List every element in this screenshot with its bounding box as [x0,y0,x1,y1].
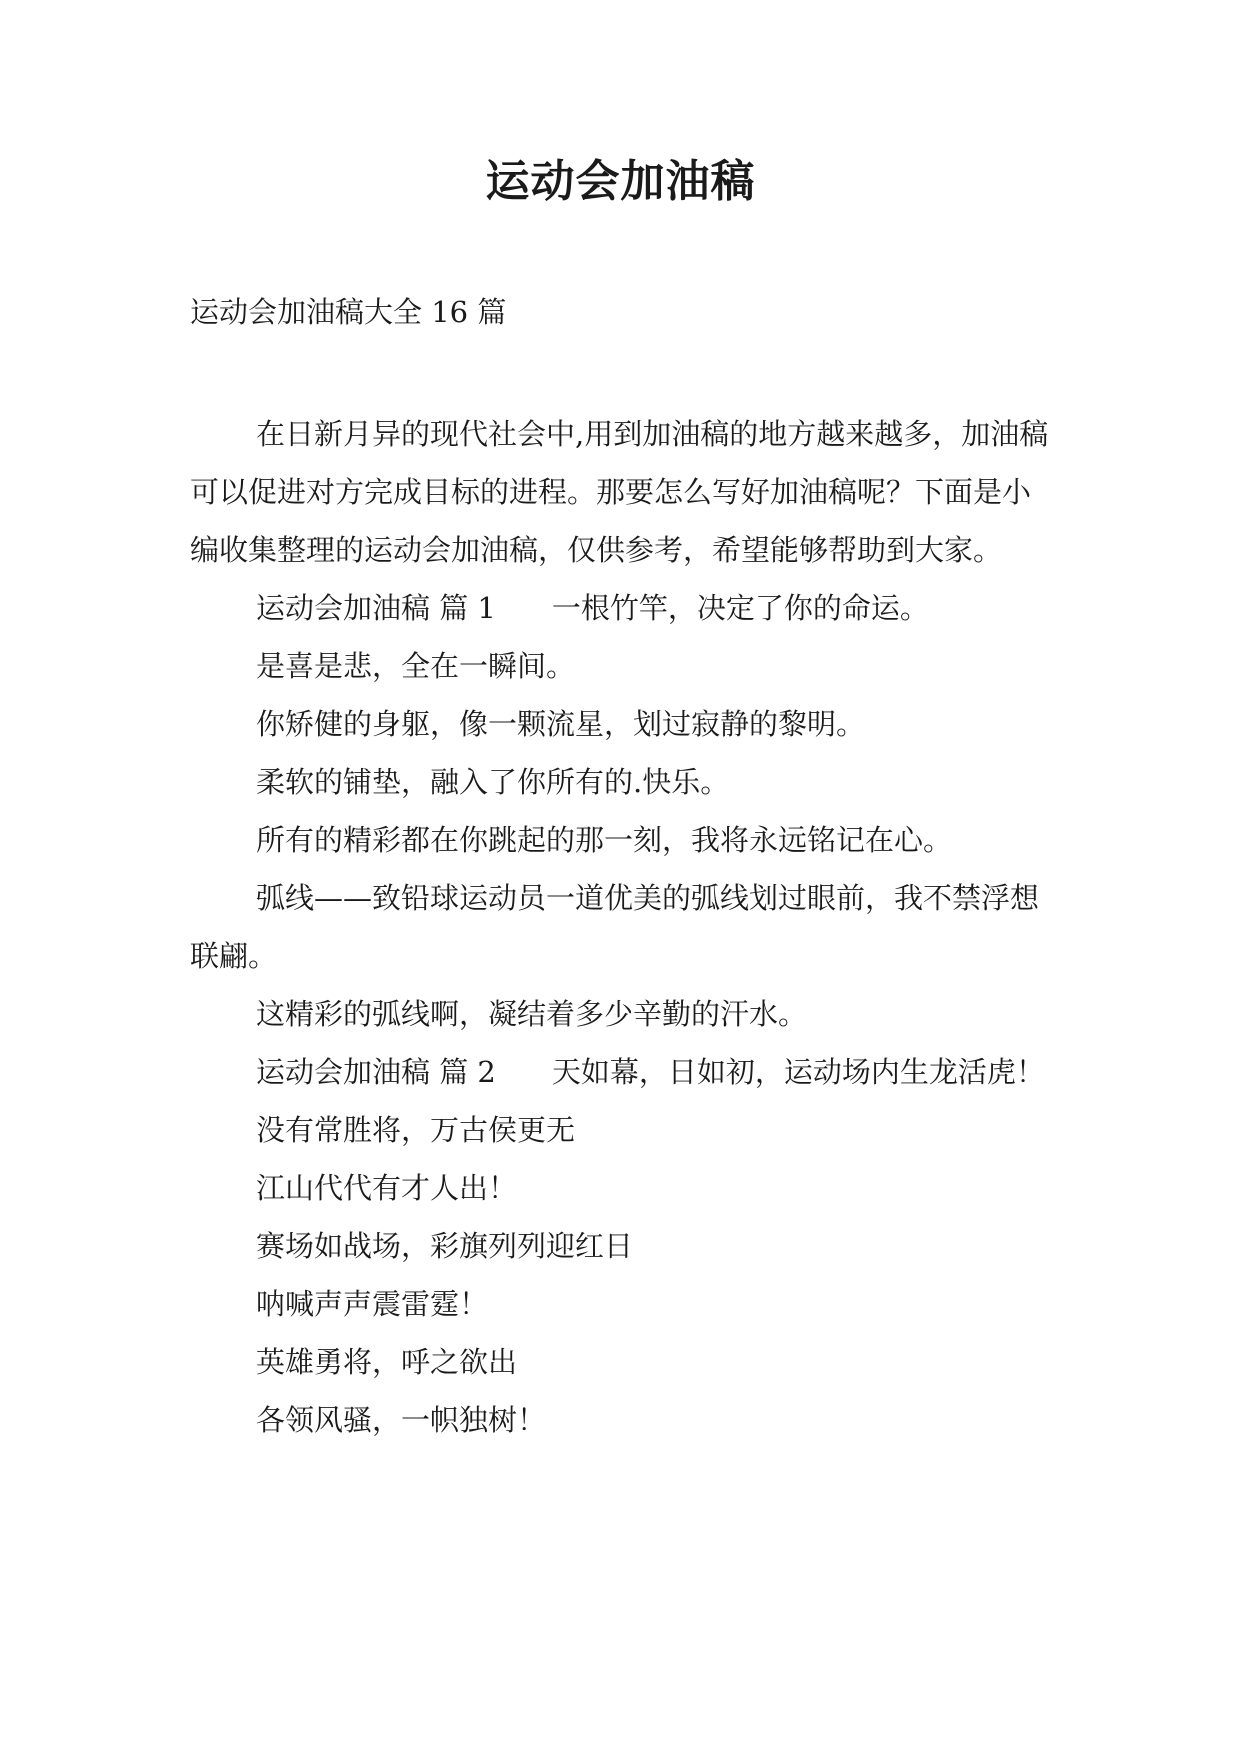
section-1-first-line: 一根竹竿，决定了你的命运。 [551,591,929,625]
intro-paragraph: 在日新月异的现代社会中,用到加油稿的地方越来越多，加油稿可以促进对方完成目标的进程。那要怎么写好加油稿呢？下面是小编收集整理的运动会加油稿，仅供参考，希望能够帮助到大家。 [190,417,1049,567]
section-2-line: 赛场如战场，彩旗列列迎红日 [256,1229,634,1263]
document-body [190,405,1056,1449]
section-2-heading-line [190,1043,1056,1101]
section-2-line: 呐喊声声震雷霆！ [256,1287,489,1321]
section-1-line: 弧线——致铅球运动员一道优美的弧线划过眼前，我不禁浮想联翩。 [190,881,1040,973]
section-1-line: 所有的精彩都在你跳起的那一刻，我将永远铭记在心。 [256,823,953,857]
section-1-line: 你矫健的身躯，像一颗流星，划过寂静的黎明。 [256,707,866,741]
section-1-line: 是喜是悲，全在一瞬间。 [256,649,576,683]
section-2-line: 江山代代有才人出！ [256,1171,518,1205]
section-2-line: 没有常胜将，万古侯更无 [256,1113,576,1147]
section-2-first-line: 天如幕，日如初，运动场内生龙活虎！ [551,1055,1045,1089]
section-2-line: 英雄勇将，呼之欲出 [256,1345,518,1379]
section-2-line: 各领风骚，一帜独树！ [256,1403,547,1437]
section-1-heading-line [190,579,1056,637]
section-1-heading: 运动会加油稿 篇 1 [256,591,496,625]
section-2-heading: 运动会加油稿 篇 2 [256,1055,496,1089]
section-1-line: 这精彩的弧线啊，凝结着多少辛勤的汗水。 [256,997,808,1031]
document-subtitle: 运动会加油稿大全 16 篇 [190,295,507,329]
document-title: 运动会加油稿 [485,156,756,207]
section-1-line: 柔软的铺垫，融入了你所有的.快乐。 [256,765,730,799]
